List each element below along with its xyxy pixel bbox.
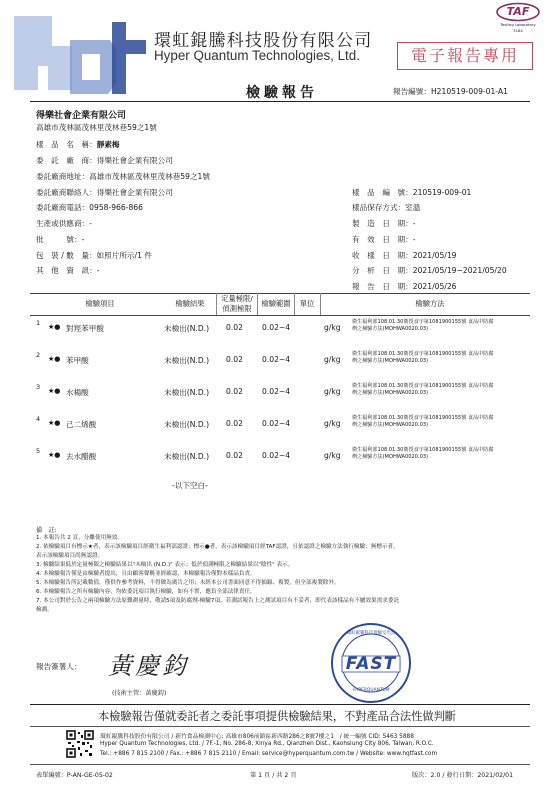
test-method-line-2: 劑之檢驗方法(MOHWA0020.03) <box>352 453 429 460</box>
field-label: 樣 品 編 號： <box>352 188 413 197</box>
test-method-line-2: 劑之檢驗方法(MOHWA0020.03) <box>352 357 429 364</box>
footer-contact-en: Hyper Quantum Technologies, Ltd. / 7F.-1, No. 286-8, Xinya Rd., Qianzhen Dist., Kaohsiung City 806, Taiwan, R.O.C. <box>100 741 434 747</box>
field-label: 委託廠商電話： <box>36 203 90 212</box>
note-line: 4. 本檢驗報告僅是由檢驗者提出，且由顧客聲稱並經確認，本檢驗報告僅對本樣品負責。 <box>36 571 256 577</box>
field-value: - <box>81 235 85 244</box>
field-label: 委託廠商地址： <box>36 172 90 181</box>
test-range: 0.02~4 <box>262 451 291 460</box>
field-value: - <box>412 235 416 244</box>
footer-contact-tel: Tel.: +886 7 815 2100 / Fax.: +886 7 815 2110 / Email: service@hyperquantum.com.tw / Website: www.hqtfast.com <box>100 751 438 757</box>
note-line: 檢測。 <box>36 607 53 613</box>
field-label: 報 告 日 期： <box>352 282 413 291</box>
client-name: 得樂社會企業有限公司 <box>36 111 127 121</box>
field-storage <box>352 202 420 213</box>
field-supplier <box>36 218 92 229</box>
field-label: 分 析 日 期： <box>352 266 413 275</box>
footer-divider-top <box>30 704 530 705</box>
report-number <box>393 87 508 97</box>
field-label: 樣品保存方式： <box>352 203 406 212</box>
test-method-line-1: 衛生福利部108.01.30衛授食字第1081900155號 食品中防腐 <box>352 319 494 325</box>
table-header-border <box>30 315 530 316</box>
table-row <box>30 447 530 477</box>
test-method-line-1: 衛生福利部108.01.30衛授食字第1081900155號 食品中防腐 <box>352 415 494 421</box>
signer-title: (技術主管：黃慶鈞) <box>112 690 167 697</box>
field-label: 委 託 廠 商： <box>36 156 97 165</box>
field-value: 210519-009-01 <box>412 188 472 197</box>
field-label: 委託廠商聯絡人： <box>36 188 97 197</box>
field-label: 其 他 資 訊： <box>36 266 97 275</box>
fast-seal-top-text: 環虹錕騰科技實驗室出具 <box>346 631 396 636</box>
test-limit: 0.02 <box>226 323 243 332</box>
field-label: 包 裝 / 數 量： <box>36 251 97 260</box>
field-received-date <box>352 250 457 261</box>
test-range: 0.02~4 <box>262 355 291 364</box>
note-line: 2. 依檢驗項目有標示★者，表示該檢驗項目經衛生福利部認證；標示●者，表示該檢驗項目經TAF認證，且依認證之檢驗方法執行檢驗；無標示者， <box>36 544 399 550</box>
notes-title: 備 註: <box>36 527 57 534</box>
field-value: 2021/05/26 <box>412 282 457 291</box>
row-number: 4 <box>36 415 41 423</box>
fast-seal-center-text: FAST <box>345 654 397 674</box>
field-value: 得樂社會企業有限公司 <box>96 188 173 197</box>
test-unit: g/kg <box>324 451 341 460</box>
hqt-logo-icon <box>12 10 150 96</box>
field-phone <box>36 202 143 213</box>
test-result: 未檢出(N.D.) <box>164 388 210 397</box>
header-limit-1: 定量極限/ <box>221 294 253 303</box>
note-line: 3. 檢驗結果低於定量極限之檢驗結果以"未檢出 (N.D.)" 表示；低於偵測極限之檢驗結果以"陰性" 表示。 <box>36 562 294 568</box>
signature-label: 報告簽署人： <box>36 662 82 671</box>
test-result: 未檢出(N.D.) <box>164 324 210 333</box>
taf-number: 3184 <box>513 28 523 33</box>
test-method-line-1: 衛生福利部108.01.30衛授食字第1081900155號 食品中防腐 <box>352 447 494 453</box>
footer-divider-final <box>30 764 530 765</box>
field-expiry-date <box>352 234 416 245</box>
field-value: - <box>96 266 100 275</box>
field-client-address <box>36 171 210 182</box>
report-number-label: 報告編號： <box>393 87 431 96</box>
company-logo <box>12 10 150 96</box>
field-sample-number <box>352 187 471 198</box>
footer-divider-bottom <box>30 726 530 727</box>
row-number: 5 <box>36 447 41 455</box>
field-value: 0958-966-866 <box>89 203 143 212</box>
test-range: 0.02~4 <box>262 387 291 396</box>
header-range: 檢驗範圍 <box>261 299 291 308</box>
header-unit: 單位 <box>299 299 315 308</box>
field-sample-name <box>36 139 120 150</box>
field-value: 如照片所示/1 件 <box>96 251 152 260</box>
test-method <box>352 415 542 429</box>
table-end-marker: -以下空白- <box>172 481 208 490</box>
test-method-line-2: 劑之檢驗方法(MOHWA0020.03) <box>352 421 429 428</box>
note-line: 表示該檢驗項目尚無認證。 <box>36 553 104 559</box>
field-label: 製 造 日 期： <box>352 219 413 228</box>
test-method-line-1: 衛生福利部108.01.30衛授食字第1081900155號 食品中防腐 <box>352 383 494 389</box>
test-method <box>352 319 542 333</box>
note-line: 7. 本公司對於公告之兩項檢驗方法原難測量時，敬請5項及防腐劑-檢驗7項，若測試報告上之測試項目有不妥者，即代表該樣品有不屬效果需求委託 <box>36 598 400 604</box>
table-row <box>30 319 530 349</box>
test-item: 己二烯酸 <box>66 420 97 429</box>
test-limit: 0.02 <box>226 451 243 460</box>
accreditation-mark: ★● <box>48 419 61 427</box>
company-name-en: Hyper Quantum Technologies, Ltd. <box>154 48 360 63</box>
results-table <box>30 293 530 503</box>
test-method <box>352 351 542 365</box>
field-batch <box>36 234 84 245</box>
handwritten-signature: 黃慶鈞 <box>108 652 189 680</box>
note-line: 1. 本報告共 2 頁，分離使用無效。 <box>36 535 123 541</box>
note-line: 5. 本檢驗報告所記載數值，僅供作參考資料，不得做為廣告之用；未經本公司書面同意不得抽錄、複製，但全部複製除外。 <box>36 580 340 586</box>
test-result: 未檢出(N.D.) <box>164 420 210 429</box>
document-title: 檢驗報告 <box>246 85 318 101</box>
test-unit: g/kg <box>324 387 341 396</box>
field-client <box>36 155 173 166</box>
notes-block <box>0 535 554 625</box>
test-unit: g/kg <box>324 323 341 332</box>
test-item: 苯甲酸 <box>66 356 89 365</box>
test-method-line-1: 衛生福利部108.01.30衛授食字第1081900155號 食品中防腐 <box>352 351 494 357</box>
header-limit-2: 偵測極限 <box>222 304 252 313</box>
accreditation-mark: ★● <box>48 451 61 459</box>
test-method <box>352 447 542 461</box>
qr-code <box>66 730 94 758</box>
field-value: 2021/05/19~2021/05/20 <box>412 266 507 275</box>
row-number: 3 <box>36 383 41 391</box>
row-number: 2 <box>36 351 41 359</box>
test-item: 去水醋酸 <box>66 452 97 461</box>
table-row <box>30 383 530 413</box>
fast-seal <box>330 622 412 704</box>
test-result: 未檢出(N.D.) <box>164 356 210 365</box>
electronic-report-stamp-text: 電子報告專用 <box>410 46 519 65</box>
client-address: 高雄市茂林區茂林里茂林巷59之1號 <box>36 123 157 132</box>
field-value: 高雄市茂林區茂林里茂林巷59之1號 <box>89 172 210 181</box>
field-package <box>36 250 152 261</box>
test-limit: 0.02 <box>226 387 243 396</box>
test-method <box>352 383 542 397</box>
page-number: 第 1 頁 / 共 2 頁 <box>250 772 297 779</box>
field-value: 靜素梅 <box>96 140 120 149</box>
field-label: 有 效 日 期： <box>352 235 413 244</box>
row-number: 1 <box>36 319 41 327</box>
form-number: 表單編號：P-AN-GE-05-02 <box>36 772 113 779</box>
taf-subtitle: Testing Laboratory <box>500 22 536 27</box>
test-method-line-2: 劑之檢驗方法(MOHWA0020.03) <box>352 325 429 332</box>
test-range: 0.02~4 <box>262 419 291 428</box>
field-other <box>36 265 100 276</box>
field-contact <box>36 187 173 198</box>
header-divider <box>30 101 530 102</box>
test-result: 未檢出(N.D.) <box>164 452 210 461</box>
test-limit: 0.02 <box>226 419 243 428</box>
table-row <box>30 415 530 445</box>
note-line: 6. 本檢驗報告之所有檢驗內容，均依委託項目執行檢驗，如有不實，應負全部法律責任。 <box>36 589 256 595</box>
field-label: 批 號： <box>36 235 82 244</box>
table-row <box>30 351 530 381</box>
field-value: - <box>412 219 416 228</box>
test-item: 水楊酸 <box>66 388 89 397</box>
table-top-border <box>30 293 530 294</box>
accreditation-mark: ★● <box>48 355 61 363</box>
test-item: 對羥苯甲酸 <box>66 324 104 333</box>
test-limit: 0.02 <box>226 355 243 364</box>
test-unit: g/kg <box>324 355 341 364</box>
field-value: 室溫 <box>405 203 421 212</box>
qr-code-icon <box>66 730 94 758</box>
accreditation-mark: ★● <box>48 323 61 331</box>
report-number-value: H210519-009-01-A1 <box>430 87 508 96</box>
company-name-zh: 環虹錕騰科技股份有限公司 <box>154 31 373 51</box>
taf-logo <box>495 2 541 36</box>
field-value: 2021/05/19 <box>412 251 457 260</box>
test-method-line-2: 劑之檢驗方法(MOHWA0020.03) <box>352 389 429 396</box>
field-report-date <box>352 281 457 292</box>
test-unit: g/kg <box>324 419 341 428</box>
field-value: 得樂社會企業有限公司 <box>96 156 173 165</box>
taf-text: TAF <box>506 5 530 18</box>
field-label: 生產或供應商： <box>36 219 90 228</box>
header-item: 檢驗項目 <box>85 299 115 308</box>
field-analysis-date <box>352 265 507 276</box>
header-method: 檢驗方法 <box>415 299 445 308</box>
field-label: 樣 品 名 稱： <box>36 140 97 149</box>
header-result: 檢驗結果 <box>175 299 205 308</box>
field-label: 收 樣 日 期： <box>352 251 413 260</box>
table-divider <box>320 293 321 315</box>
footer-disclaimer: 本檢驗報告僅就委託者之委託事項提供檢驗結果，不對產品合法性做判斷 <box>97 710 456 723</box>
accreditation-mark: ★● <box>48 387 61 395</box>
field-manufacture-date <box>352 218 416 229</box>
field-value: - <box>89 219 92 228</box>
fast-seal-bottom-text: HYPERQUANTUM <box>352 688 390 693</box>
test-range: 0.02~4 <box>262 323 291 332</box>
footer-contact-zh: 環虹錕騰科技股份有限公司 / 新竹食品檢測中心: 高雄市806前鎮區新西路286之8號7樓之1 / 統一編號 CID: 5463 5888 <box>100 734 414 740</box>
version-info: 版次：2.0 / 發行日期：2021/02/01 <box>412 772 514 779</box>
electronic-report-stamp <box>397 42 533 70</box>
